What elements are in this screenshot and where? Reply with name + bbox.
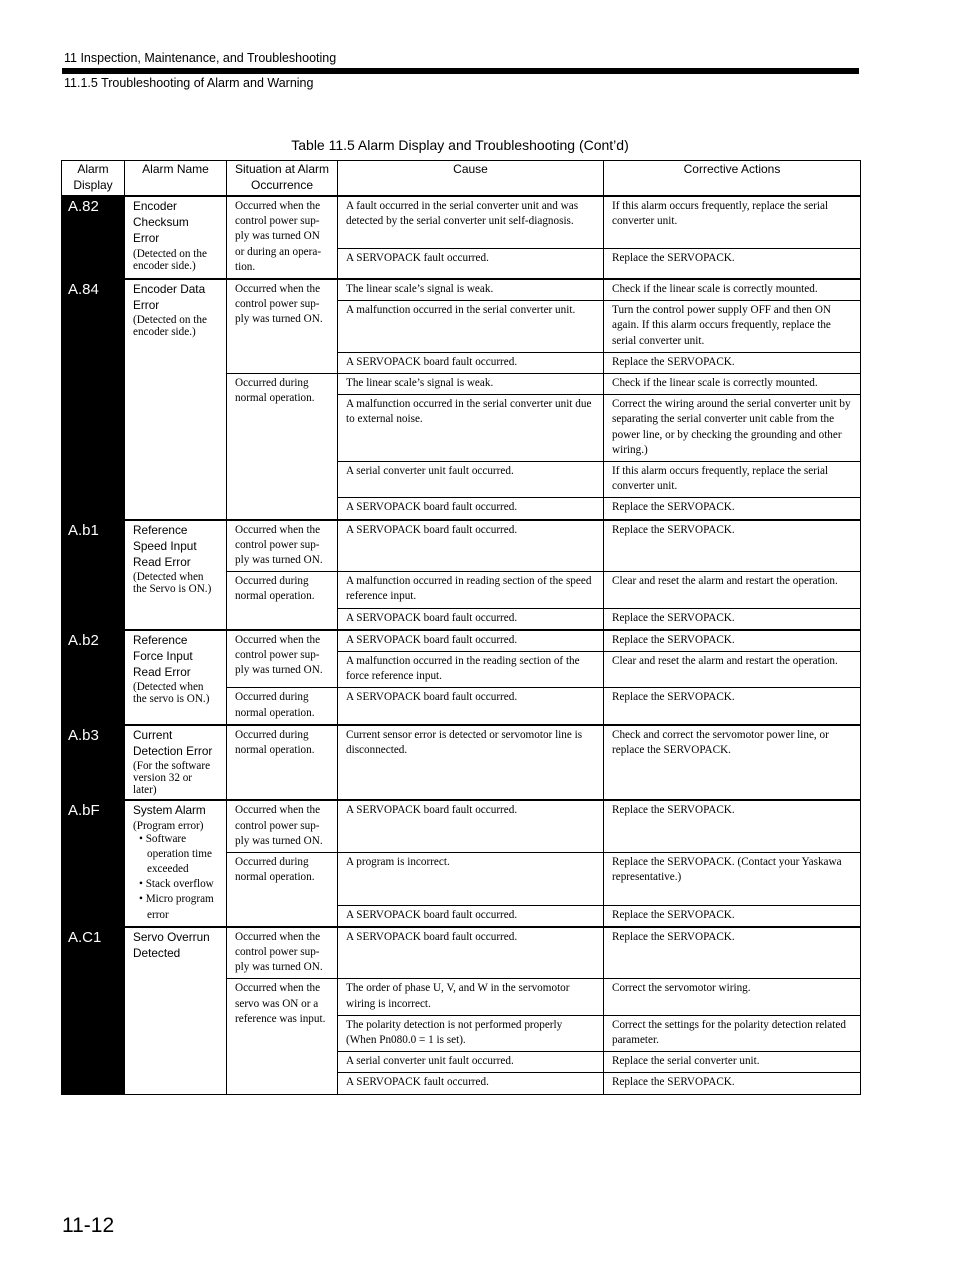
cause-cell: The linear scale’s signal is weak. — [338, 279, 604, 301]
alarm-group — [62, 630, 861, 725]
table-row — [62, 927, 861, 979]
alarm-note: (Detected when the Servo is ON.) — [133, 571, 212, 596]
action-cell: Replace the SERVOPACK. — [604, 1073, 861, 1094]
action-cell: Correct the settings for the polarity detection related parameter. — [604, 1015, 861, 1051]
table-row — [62, 520, 861, 572]
alarm-code: A.b1 — [62, 520, 125, 630]
cause-cell: Current sensor error is detected or servomotor line is disconnected. — [338, 725, 604, 800]
cause-cell: The polarity detection is not performed properly (When Pn080.0 = 1 is set). — [338, 1015, 604, 1051]
action-cell: Correct the wiring around the serial converter unit by separating the serial converter unit cable from the power line, or by checking the grounding and other wiring.) — [604, 395, 861, 462]
alarm-group — [62, 279, 861, 520]
alarm-name: System Alarm — [133, 803, 206, 818]
table-row — [62, 279, 861, 301]
alarm-note: (Detected when the servo is ON.) — [133, 681, 210, 706]
action-cell: Replace the SERVOPACK. (Contact your Yaskawa representative.) — [604, 852, 861, 905]
alarm-note: (Detected on the encoder side.) — [133, 247, 207, 272]
cause-cell: A SERVOPACK fault occurred. — [338, 248, 604, 279]
action-cell: If this alarm occurs frequently, replace the serial converter unit. — [604, 462, 861, 498]
alarm-name-cell — [125, 725, 227, 800]
alarm-bullets — [133, 832, 218, 923]
alarm-name-cell — [125, 800, 227, 926]
action-cell: Replace the serial converter unit. — [604, 1052, 861, 1073]
situation-cell: Occurred when the control power sup-ply was turned ON or during an opera-tion. — [227, 196, 338, 279]
alarm-table — [61, 160, 861, 1095]
action-cell: Check if the linear scale is correctly mounted. — [604, 374, 861, 395]
action-cell: Check and correct the servomotor power line, or replace the SERVOPACK. — [604, 725, 861, 800]
action-cell: Replace the SERVOPACK. — [604, 927, 861, 979]
action-cell: Clear and reset the alarm and restart the operation. — [604, 652, 861, 688]
cause-cell: A malfunction occurred in reading section of the speed reference input. — [338, 572, 604, 608]
action-cell: Replace the SERVOPACK. — [604, 248, 861, 279]
alarm-name: Encoder Checksum Error — [133, 199, 189, 246]
alarm-bullet: • Software operation time exceeded — [139, 832, 212, 875]
alarm-group — [62, 520, 861, 630]
alarm-note: (Detected on the encoder side.) — [133, 314, 207, 339]
alarm-bullet: • Stack overflow — [139, 878, 214, 891]
situation-cell: Occurred when the control power sup-ply was turned ON. — [227, 927, 338, 979]
action-cell: Replace the SERVOPACK. — [604, 905, 861, 927]
action-cell: Replace the SERVOPACK. — [604, 520, 861, 572]
alarm-note: (For the software version 32 or later) — [133, 760, 211, 797]
alarm-name: Reference Speed Input Read Error — [133, 522, 197, 570]
alarm-name-cell — [125, 630, 227, 725]
cause-cell: A SERVOPACK board fault occurred. — [338, 630, 604, 652]
cause-cell: A SERVOPACK fault occurred. — [338, 1073, 604, 1094]
cause-cell: A serial converter unit fault occurred. — [338, 462, 604, 498]
situation-cell: Occurred during normal operation. — [227, 688, 338, 725]
alarm-note: (Program error) — [133, 819, 204, 832]
alarm-name: Reference Force Input Read Error — [133, 632, 193, 680]
situation-cell: Occurred when the control power sup-ply was turned ON. — [227, 520, 338, 572]
cause-cell: A malfunction occurred in the serial converter unit. — [338, 301, 604, 353]
action-cell: Replace the SERVOPACK. — [604, 352, 861, 373]
header-rule — [62, 68, 859, 74]
col-header-situation: Situation at Alarm Occurrence — [227, 161, 338, 197]
situation-cell: Occurred during normal operation. — [227, 725, 338, 800]
table-row — [62, 725, 861, 800]
alarm-group — [62, 725, 861, 800]
alarm-name-cell — [125, 279, 227, 520]
situation-cell: Occurred during normal operation. — [227, 572, 338, 630]
cause-cell: A SERVOPACK board fault occurred. — [338, 688, 604, 725]
col-header-cause: Cause — [338, 161, 604, 197]
alarm-group — [62, 196, 861, 279]
alarm-code: A.bF — [62, 800, 125, 926]
section-header: 11.1.5 Troubleshooting of Alarm and Warning — [64, 76, 314, 90]
cause-cell: The order of phase U, V, and W in the servomotor wiring is incorrect. — [338, 979, 604, 1015]
action-cell: Replace the SERVOPACK. — [604, 608, 861, 630]
situation-cell: Occurred when the control power sup-ply was turned ON. — [227, 279, 338, 374]
situation-cell: Occurred during normal operation. — [227, 374, 338, 520]
cause-cell: A fault occurred in the serial converter unit and was detected by the serial converter unit self-diagnosis. — [338, 196, 604, 248]
alarm-group — [62, 927, 861, 1094]
col-header-display: Alarm Display — [62, 161, 125, 197]
table-row — [62, 630, 861, 652]
alarm-name-cell — [125, 927, 227, 1094]
alarm-group — [62, 800, 861, 926]
chapter-header: 11 Inspection, Maintenance, and Troubleshooting — [64, 51, 337, 65]
alarm-code: A.b2 — [62, 630, 125, 725]
situation-cell: Occurred when the control power sup-ply was turned ON. — [227, 630, 338, 688]
cause-cell: A SERVOPACK board fault occurred. — [338, 608, 604, 630]
situation-cell: Occurred when the control power sup-ply was turned ON. — [227, 800, 338, 852]
cause-cell: A SERVOPACK board fault occurred. — [338, 520, 604, 572]
cause-cell: A serial converter unit fault occurred. — [338, 1052, 604, 1073]
alarm-bullet: • Micro program error — [139, 893, 214, 921]
action-cell: Replace the SERVOPACK. — [604, 498, 861, 520]
col-header-name: Alarm Name — [125, 161, 227, 197]
alarm-name: Encoder Data Error — [133, 282, 206, 313]
action-cell: Turn the control power supply OFF and then ON again. If this alarm occurs frequently, replace the serial converter unit. — [604, 301, 861, 353]
cause-cell: A malfunction occurred in the serial converter unit due to external noise. — [338, 395, 604, 462]
page-number: 11-12 — [62, 1214, 115, 1237]
table-header-row — [62, 161, 861, 197]
cause-cell: A SERVOPACK board fault occurred. — [338, 352, 604, 373]
action-cell: Replace the SERVOPACK. — [604, 688, 861, 725]
col-header-action: Corrective Actions — [604, 161, 861, 197]
action-cell: Check if the linear scale is correctly mounted. — [604, 279, 861, 301]
table-title: Table 11.5 Alarm Display and Troubleshooting (Cont’d) — [291, 137, 629, 153]
action-cell: Clear and reset the alarm and restart the operation. — [604, 572, 861, 608]
cause-cell: A program is incorrect. — [338, 852, 604, 905]
table-row — [62, 196, 861, 248]
action-cell: If this alarm occurs frequently, replace the serial converter unit. — [604, 196, 861, 248]
alarm-name: Current Detection Error — [133, 727, 213, 759]
action-cell: Replace the SERVOPACK. — [604, 630, 861, 652]
action-cell: Correct the servomotor wiring. — [604, 979, 861, 1015]
cause-cell: A SERVOPACK board fault occurred. — [338, 800, 604, 852]
alarm-code: A.C1 — [62, 927, 125, 1094]
table-row — [62, 800, 861, 852]
alarm-name-cell — [125, 520, 227, 630]
cause-cell: A SERVOPACK board fault occurred. — [338, 927, 604, 979]
alarm-code: A.b3 — [62, 725, 125, 800]
situation-cell: Occurred during normal operation. — [227, 852, 338, 926]
alarm-name-cell — [125, 196, 227, 279]
cause-cell: The linear scale’s signal is weak. — [338, 374, 604, 395]
alarm-code: A.82 — [62, 196, 125, 279]
situation-cell: Occurred when the servo was ON or a reference was input. — [227, 979, 338, 1094]
cause-cell: A malfunction occurred in the reading section of the force reference input. — [338, 652, 604, 688]
alarm-code: A.84 — [62, 279, 125, 520]
cause-cell: A SERVOPACK board fault occurred. — [338, 498, 604, 520]
action-cell: Replace the SERVOPACK. — [604, 800, 861, 852]
cause-cell: A SERVOPACK board fault occurred. — [338, 905, 604, 927]
alarm-name: Servo Overrun Detected — [133, 929, 210, 960]
